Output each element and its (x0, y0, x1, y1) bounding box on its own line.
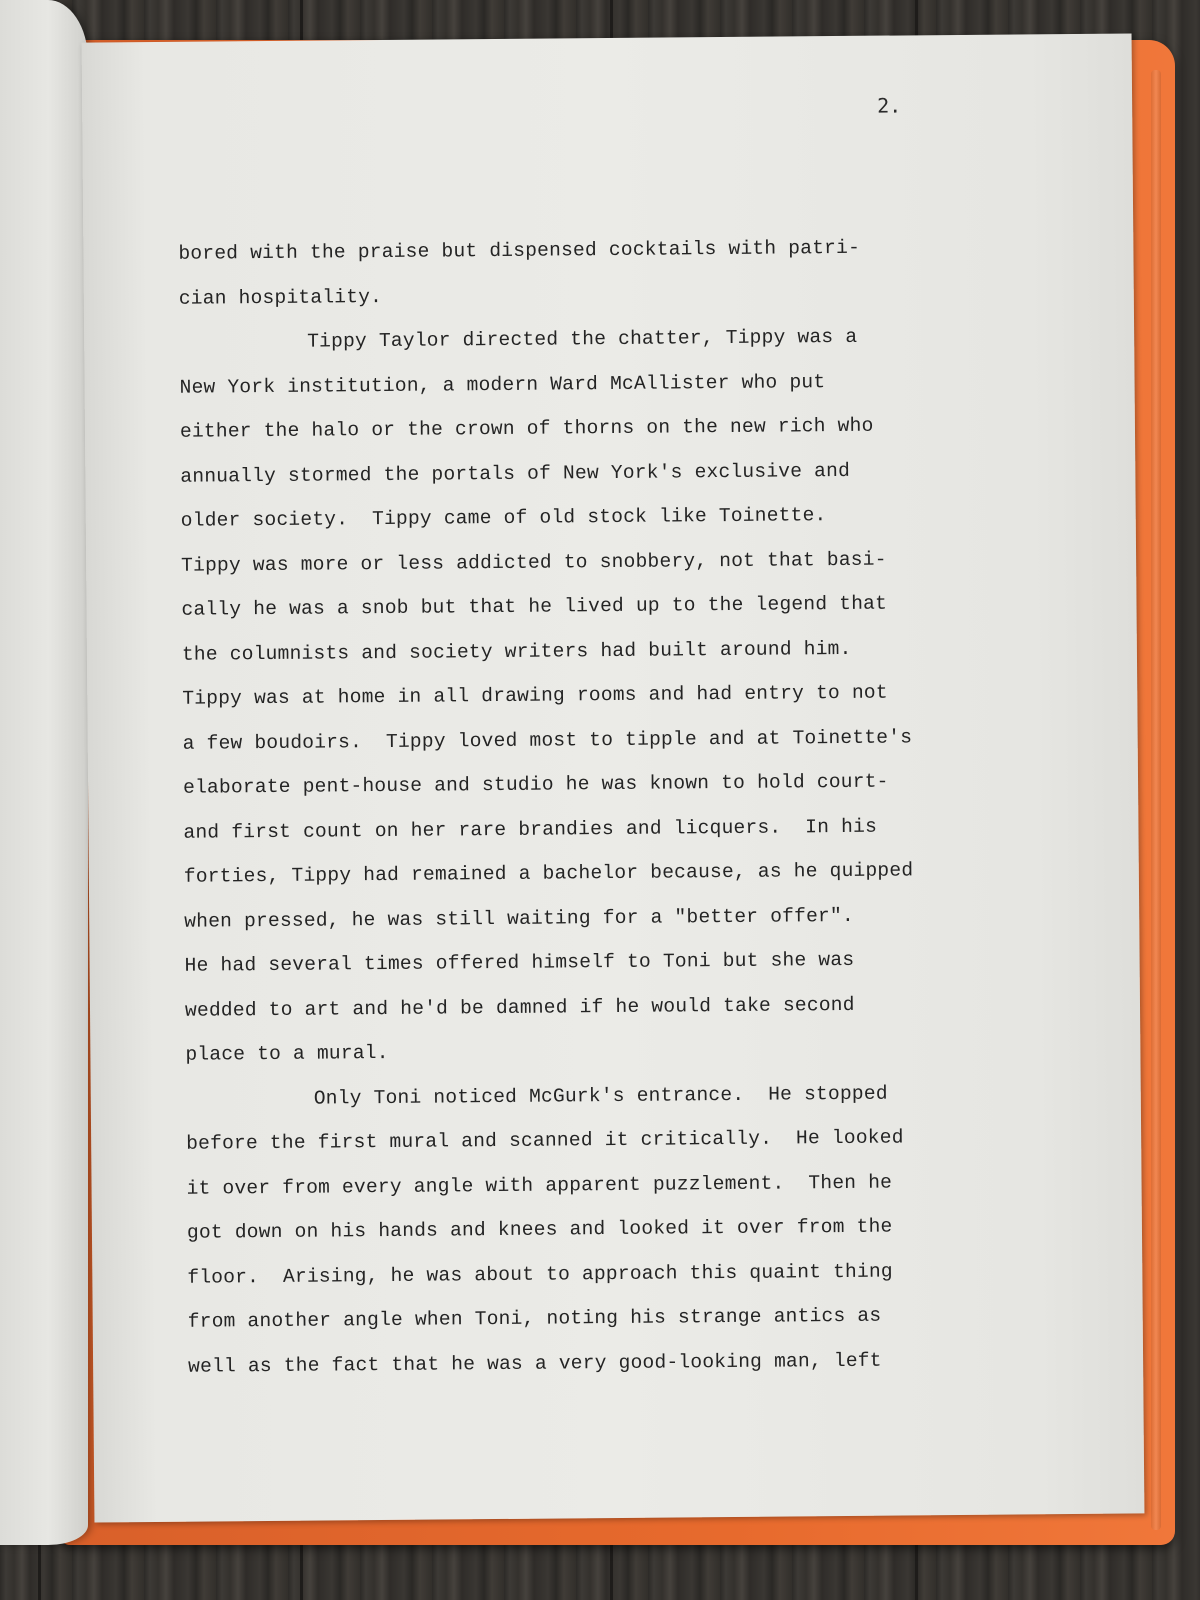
text-line: from another angle when Toni, noting his strange antics as (187, 1304, 882, 1333)
text-line: floor. Arising, he was about to approach this quaint thing (187, 1260, 893, 1289)
text-line: Tippy was at home in all drawing rooms and had entry to not (182, 681, 888, 710)
text-line: a few boudoirs. Tippy loved most to tipple and at Toinette's (182, 725, 913, 755)
folder-crease (1151, 70, 1161, 1530)
page-number: 2. (877, 93, 902, 118)
text-line: bored with the praise but dispensed cocktails with patri- (178, 236, 861, 265)
typed-text-block (178, 224, 1028, 1388)
text-line: Tippy Taylor directed the chatter, Tippy was a (307, 325, 858, 353)
text-line: the columnists and society writers had built around him. (181, 637, 852, 666)
text-line: Only Toni noticed McGurk's entrance. He stopped (313, 1082, 888, 1110)
text-line: when pressed, he was still waiting for a "better offer". (184, 904, 854, 933)
text-line: older society. Tippy came of old stock like Toinette. (180, 504, 827, 532)
text-line: cally he was a snob but that he lived up to the legend that (181, 592, 888, 621)
text-line: He had several times offered himself to Toni but she was (184, 948, 855, 977)
text-line: place to a mural. (185, 1041, 389, 1066)
text-line: before the first mural and scanned it critically. He looked (186, 1126, 904, 1155)
text-line: well as the fact that he was a very good-looking man, left (188, 1349, 882, 1378)
text-line: Tippy was more or less addicted to snobbery, not that basi- (181, 548, 887, 577)
left-facing-page (0, 0, 88, 1545)
text-line: New York institution, a modern Ward McAllister who put (179, 370, 826, 399)
text-line: got down on his hands and knees and looked it over from the (186, 1215, 893, 1244)
typed-manuscript-page (82, 33, 1145, 1522)
text-line: forties, Tippy had remained a bachelor because, as he quipped (183, 859, 914, 888)
text-line: annually stormed the portals of New York's exclusive and (180, 459, 851, 488)
text-line: it over from every angle with apparent puzzlement. Then he (186, 1171, 893, 1200)
text-line: and first count on her rare brandies and licquers. In his (183, 815, 878, 844)
text-line: elaborate pent-house and studio he was known to hold court- (182, 770, 889, 799)
text-line: either the halo or the crown of thorns on the new rich who (179, 414, 874, 443)
text-line: cian hospitality. (178, 285, 383, 310)
text-line: wedded to art and he'd be damned if he would take second (184, 993, 855, 1022)
